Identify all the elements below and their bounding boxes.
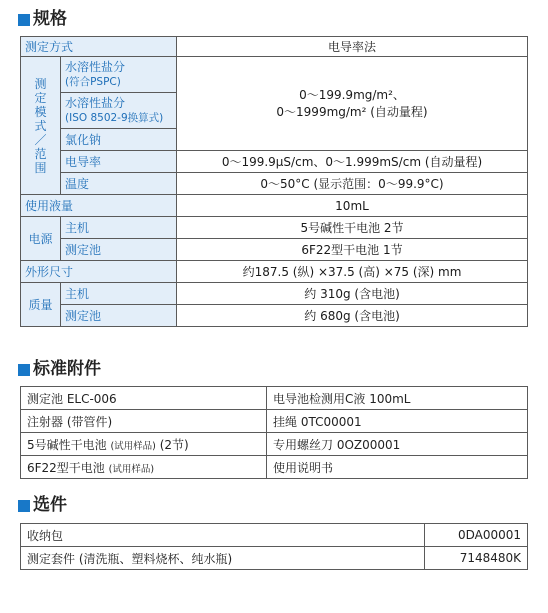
section-title-accessories-text: 标准附件	[33, 359, 101, 379]
spec-label-conductivity: 电导率	[61, 151, 177, 173]
spec-value-size: 约187.5 (纵) ×37.5 (高) ×75 (深) mm	[177, 261, 528, 283]
spec-value-method: 电导率法	[177, 37, 528, 57]
spec-value-conductivity: 0～199.9µS/cm、0～1.999mS/cm (自动量程)	[177, 151, 528, 173]
table-row	[21, 547, 528, 570]
spec-label-size: 外形尺寸	[21, 261, 177, 283]
spec-label-method: 测定方式	[21, 37, 177, 57]
spec-value-power-main: 5号碱性干电池 2节	[177, 217, 528, 239]
table-row	[21, 305, 528, 327]
spec-label-power-main: 主机	[61, 217, 177, 239]
section-marker-icon	[18, 364, 30, 376]
spec-label-chloride: 氯化钠	[61, 129, 177, 151]
accessories-table	[20, 386, 528, 479]
spec-label-power-cell: 测定池	[61, 239, 177, 261]
accessory-left: 注射器 (带管件)	[21, 410, 267, 433]
accessory-left: 测定池 ELC-006	[21, 387, 267, 410]
table-row	[21, 433, 528, 456]
table-row	[21, 283, 528, 305]
table-row	[21, 456, 528, 479]
table-row	[21, 151, 528, 173]
accessory-right: 挂绳 0TC00001	[267, 410, 528, 433]
spec-value-liquid: 10mL	[177, 195, 528, 217]
option-name: 测定套件 (清洗瓶、塑料烧杯、纯水瓶)	[21, 547, 425, 570]
section-title-spec-text: 规格	[33, 9, 67, 29]
spec-label-mass-main: 主机	[61, 283, 177, 305]
accessory-right: 电导池检测用C液 100mL	[267, 387, 528, 410]
table-row	[21, 387, 528, 410]
accessory-left: 5号碱性干电池 (试用样品) (2节)	[21, 433, 267, 456]
options-table	[20, 523, 528, 570]
section-title-spec	[18, 11, 67, 28]
accessory-left: 6F22型干电池 (试用样品)	[21, 456, 267, 479]
spec-label-mode-range: 测 定 模 式 ／ 范 围	[21, 57, 61, 195]
table-row	[21, 37, 528, 57]
accessory-right: 专用螺丝刀 0OZ00001	[267, 433, 528, 456]
option-name: 收纳包	[21, 524, 425, 547]
section-marker-icon	[18, 500, 30, 512]
spec-label-power: 电源	[21, 217, 61, 261]
table-row	[21, 261, 528, 283]
spec-table	[20, 36, 528, 327]
spec-label-mass: 质量	[21, 283, 61, 327]
table-row	[21, 217, 528, 239]
section-title-options-text: 选件	[33, 495, 67, 515]
spec-label-wsi-pspc: 水溶性盐分 (符合PSPC)	[61, 57, 177, 93]
table-row	[21, 57, 528, 93]
option-code: 0DA00001	[425, 524, 528, 547]
spec-value-temperature: 0～50°C (显示范围：0～99.9°C)	[177, 173, 528, 195]
table-row	[21, 195, 528, 217]
spec-value-mass-cell: 约 680g (含电池)	[177, 305, 528, 327]
spec-label-liquid: 使用液量	[21, 195, 177, 217]
spec-value-mass-main: 约 310g (含电池)	[177, 283, 528, 305]
table-row	[21, 239, 528, 261]
section-title-options	[18, 497, 67, 514]
table-row	[21, 173, 528, 195]
table-row	[21, 410, 528, 433]
section-title-accessories	[18, 361, 101, 378]
spec-value-wsi: 0～199.9mg/m²、 0～1999mg/m² (自动量程)	[177, 57, 528, 151]
spec-label-mass-cell: 测定池	[61, 305, 177, 327]
spec-label-wsi-iso: 水溶性盐分 (ISO 8502-9换算式)	[61, 93, 177, 129]
table-row	[21, 524, 528, 547]
spec-label-temperature: 温度	[61, 173, 177, 195]
option-code: 7148480K	[425, 547, 528, 570]
spec-value-power-cell: 6F22型干电池 1节	[177, 239, 528, 261]
section-marker-icon	[18, 14, 30, 26]
accessory-right: 使用说明书	[267, 456, 528, 479]
